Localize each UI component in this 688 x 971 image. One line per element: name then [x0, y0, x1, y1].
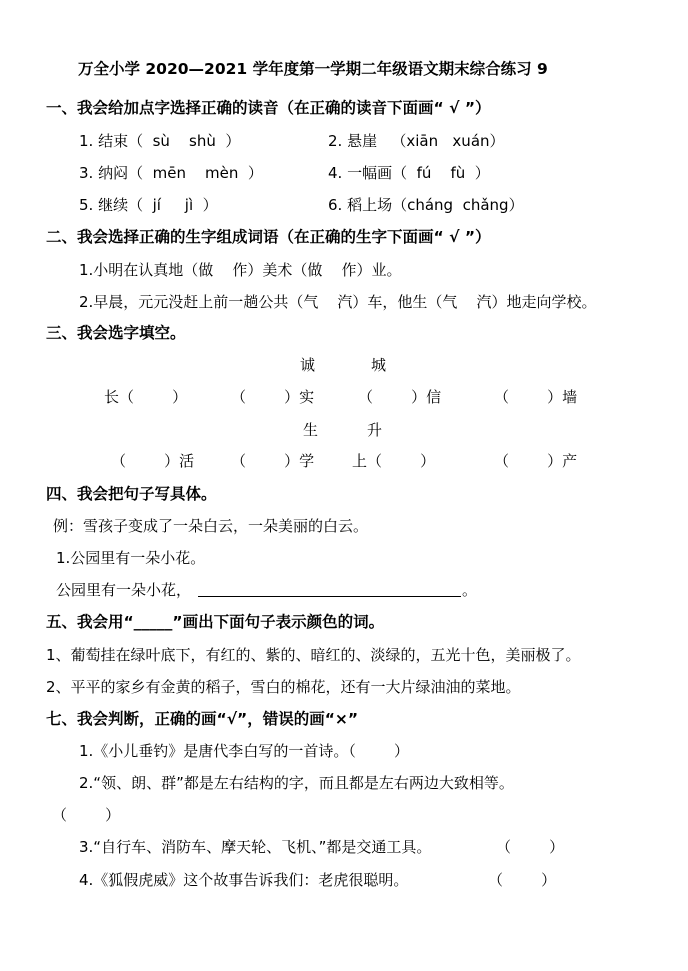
- s7-question-3-paren: （ ）: [496, 838, 565, 856]
- section-7-heading: 七、我会判断，正确的画“√”，错误的画“×”: [46, 710, 359, 728]
- section-1-heading: 一、我会给加点字选择正确的读音（在正确的读音下面画“ √ ”）: [46, 99, 491, 117]
- s7-question-2-paren: （ ）: [52, 806, 121, 824]
- s3-row2-blank-2: （ ）学: [231, 452, 315, 470]
- s3-row1-blank-3: （ ）信: [358, 388, 442, 406]
- s7-question-1: 1.《小儿垂钓》是唐代李白写的一首诗。（ ）: [79, 742, 409, 760]
- s3-char-sheng2: 升: [367, 421, 383, 439]
- s4-answer-prefix: 公园里有一朵小花，: [56, 581, 192, 599]
- section-5-heading: 五、我会用“_____”画出下面句子表示颜色的词。: [46, 613, 385, 631]
- s4-question-1: 1.公园里有一朵小花。: [56, 549, 206, 567]
- s2-line-2: 2.早晨，元元没赶上前一趟公共（气 汽）车，他生（气 汽）地走向学校。: [79, 293, 597, 311]
- s3-char-cheng: 诚: [300, 356, 316, 374]
- s3-row2-blank-4: （ ）产: [494, 452, 578, 470]
- s1-item-1: 1. 结束（ sù shù ）: [79, 132, 241, 150]
- s1-item-2: 2. 悬崖 （xiān xuán）: [328, 132, 505, 150]
- s3-row2-blank-1: （ ）活: [111, 452, 195, 470]
- s3-char-sheng: 生: [303, 421, 319, 439]
- section-2-heading: 二、我会选择正确的生字组成词语（在正确的生字下面画“ √ ”）: [46, 228, 491, 246]
- s1-item-4: 4. 一幅画（ fú fù ）: [328, 164, 490, 182]
- s7-question-3: 3.“自行车、消防车、摩天轮、飞机、”都是交通工具。: [79, 838, 432, 856]
- s4-example: 例：雪孩子变成了一朵白云，一朵美丽的白云。: [53, 517, 369, 535]
- section-4-heading: 四、我会把句子写具体。: [46, 485, 217, 503]
- s7-question-4: 4.《狐假虎威》这个故事告诉我们：老虎很聪明。: [79, 871, 409, 889]
- s4-answer-line[interactable]: [198, 596, 461, 597]
- section-3-heading: 三、我会选字填空。: [46, 324, 186, 342]
- s1-item-6: 6. 稻上场（cháng chǎng）: [328, 196, 524, 214]
- s1-item-3: 3. 纳闷（ mēn mèn ）: [79, 164, 263, 182]
- s2-line-1: 1.小明在认真地（做 作）美术（做 作）业。: [79, 261, 402, 279]
- page-title: 万全小学 2020—2021 学年度第一学期二年级语文期末综合练习 9: [78, 60, 548, 78]
- s3-row1-blank-1: 长（ ）: [104, 388, 188, 406]
- s3-row1-blank-2: （ ）实: [231, 388, 315, 406]
- s7-question-2: 2.“领、朗、群”都是左右结构的字，而且都是左右两边大致相等。: [79, 774, 514, 792]
- s3-row1-blank-4: （ ）墙: [494, 388, 578, 406]
- s4-answer-end: 。: [462, 581, 478, 599]
- s1-item-5: 5. 继续（ jí jì ）: [79, 196, 218, 214]
- s3-row2-blank-3: 上（ ）: [352, 452, 436, 470]
- s3-char-cheng2: 城: [371, 356, 387, 374]
- s5-line-1: 1、葡萄挂在绿叶底下，有红的、紫的、暗红的、淡绿的，五光十色，美丽极了。: [46, 646, 581, 664]
- s7-question-4-paren: （ ）: [488, 871, 557, 889]
- s5-line-2: 2、平平的家乡有金黄的稻子，雪白的棉花，还有一大片绿油油的菜地。: [46, 678, 521, 696]
